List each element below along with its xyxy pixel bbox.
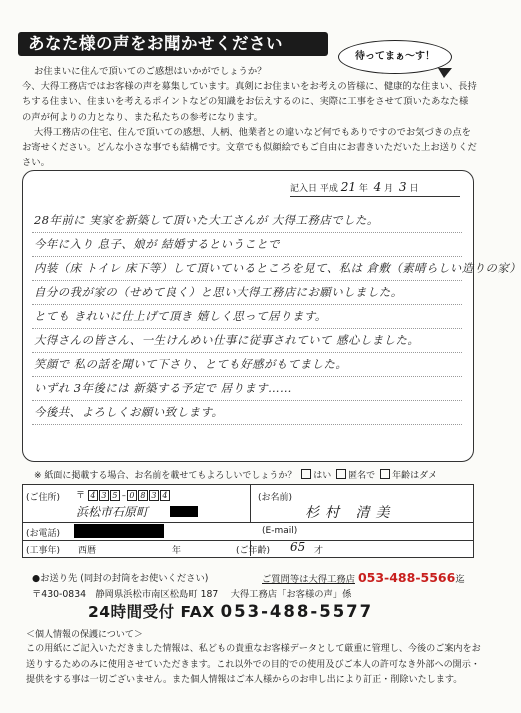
intro-paragraph-1: お住まいに住んで頂いてのご感想はいかがでしょうか？ — [34, 66, 267, 77]
consent-anon-checkbox[interactable] — [336, 469, 346, 479]
letter-line: 自分の我が家の（せめて良く）と思い大得工務店にお願いしました。 — [34, 285, 403, 299]
page-title: あなた様の声をお聞かせください — [18, 32, 328, 56]
zip-mark: 〒 — [76, 491, 86, 501]
letter-line: 内装（床 トイレ 床下等）して頂いているところを見て、私は 倉敷（素晴らしい造りの家） — [34, 261, 521, 275]
entry-date — [290, 180, 418, 194]
inquiry-phone[interactable]: 053-488-5566 — [357, 570, 456, 585]
address-value[interactable]: 浜松市石原町 — [76, 505, 149, 519]
name-value[interactable]: 杉村 清美 — [305, 505, 396, 521]
phone-label: (お電話) — [26, 529, 61, 539]
letter-line: 今後共、よろしくお願い致します。 — [34, 405, 224, 419]
age-value[interactable]: 65 — [290, 540, 306, 554]
intro-paragraph-2: 今、大得工務店ではお客様の声を募集しています。真剣にお住まいをお考えの皆様に、健康的な住まい、長持ちする住まい、住まいを考えるポイントなどの知識をお伝えするのに、実際に工事をさせて頂いたあなた様の声が何よりの力となり、また私たちの参考になります。 — [22, 81, 477, 123]
consent-anon-label: 匿名で — [348, 471, 376, 481]
letter-line: とても きれいに仕上げて頂き 嬉しく思って居ります。 — [34, 309, 327, 323]
consent-age-checkbox[interactable] — [380, 469, 390, 479]
zip-digit: 4 — [160, 490, 170, 501]
age-label: (ご年齢) — [236, 546, 271, 556]
consent-age-label: 年齢はダメ — [392, 471, 438, 481]
letter-line: いずれ 3年後には 新築する予定で 居ります…… — [34, 381, 292, 395]
inquiry-suffix: 迄 — [455, 574, 465, 585]
name-label: (お名前) — [258, 493, 293, 503]
zip-digit: 5 — [110, 490, 120, 501]
intro-paragraph-3: 大得工務店の住宅、住んで頂いての感想、人柄、他業者との違いなど何でもありですのでお気づきの点をお寄せください。どんな小さな事でも結構です。文章でも似顔絵でもご自由にお書きいただいた上お送りください。 — [22, 126, 477, 169]
zip-digit: 3 — [149, 490, 159, 501]
year-unit: 年 — [172, 546, 182, 556]
inquiry-info — [262, 570, 465, 585]
speech-bubble: 待ってまぁ～す！ — [338, 40, 452, 74]
ruled-line — [32, 424, 462, 425]
send-to-address: 〒430-0834 静岡県浜松市南区松島町 187 大得工務店「お客様の声」係 — [32, 589, 352, 600]
letter-line: 笑顔で 私の話を聞いて下さり、とても好感がもてました。 — [34, 357, 348, 371]
zip-digit: 3 — [99, 490, 109, 501]
form-divider — [22, 522, 474, 523]
redacted-address — [170, 506, 198, 517]
letter-line: 今年に入り 息子、娘が 結婚するということで — [34, 237, 281, 251]
address-label: (ご住所) — [26, 493, 61, 503]
zip-code-field[interactable] — [76, 488, 171, 501]
zip-digit: 8 — [138, 490, 148, 501]
fax-line — [88, 600, 373, 622]
consent-yes-checkbox[interactable] — [301, 469, 311, 479]
date-month-unit: 月 — [384, 184, 394, 194]
form-divider — [22, 540, 474, 541]
form-divider — [250, 484, 251, 522]
email-label: (E-mail) — [262, 526, 298, 536]
date-day: 3 — [398, 180, 407, 194]
letter-line: 28年前に 実家を新築して頂いた大工さんが 大得工務店でした。 — [34, 213, 379, 227]
date-year-unit: 年 — [358, 184, 368, 194]
zip-dash: – — [121, 491, 126, 500]
era-label: 西暦 — [78, 546, 97, 556]
fax-label: 24時間受付 FAX — [88, 603, 215, 621]
date-month: 4 — [373, 180, 382, 194]
inquiry-label: ご質問等は大得工務店 — [262, 574, 355, 585]
privacy-text: この用紙にご記入いただきました情報は、私どもの貴重なお客様データとして厳重に管理し、今後のご案内をお送りするためのみに使用させていただきます。これ以外での目的での使用及びご本人の許可なき外部への開示・提供をする事は一切ございません。また個人情報はご本人様からのお申し出により訂正・削除いたします。 — [26, 644, 481, 686]
send-to-label: ●お送り先 (同封の封筒をお使いください) — [32, 573, 209, 584]
zip-digit: 4 — [88, 490, 98, 501]
date-year: 21 — [340, 180, 357, 194]
consent-question — [34, 468, 474, 481]
date-label: 記入日 平成 — [290, 184, 338, 194]
intro-text — [22, 64, 477, 170]
letter-line: 大得さんの皆さん、一生けんめい仕事に従事されていて 感心しました。 — [34, 333, 420, 347]
date-day-unit: 日 — [409, 184, 419, 194]
consent-yes-label: はい — [313, 471, 332, 481]
work-year-label: (工事年) — [26, 546, 61, 556]
zip-digit: 0 — [127, 490, 137, 501]
date-underline — [290, 196, 460, 197]
privacy-title: ＜個人情報の保護について＞ — [26, 630, 143, 640]
consent-text: ※ 紙面に掲載する場合、お名前を載せてもよろしいでしょうか？ — [34, 471, 297, 481]
redacted-phone — [74, 524, 164, 538]
fax-number[interactable]: 053-488-5577 — [220, 602, 374, 621]
age-unit: 才 — [314, 546, 324, 556]
